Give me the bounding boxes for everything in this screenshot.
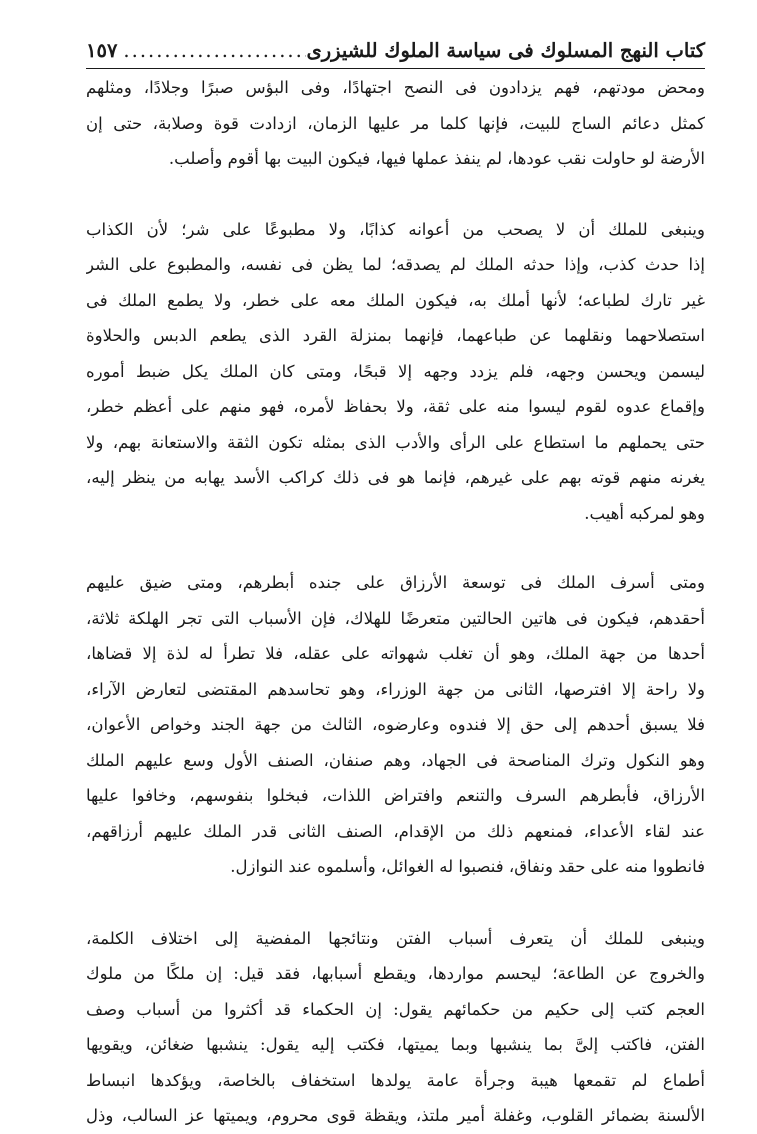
text-line: استصلاحهما ونقلهما عن طباعهما، فإنهما بمنزلة القرد الذى يطعم الدبس والحلاوة	[86, 326, 705, 345]
text-line: أحقدهم، فيكون فى هاتين الحالتين متعرضًا للهلاك، فإن الأسباب التى تجر الهلكة ثلاثة،	[86, 608, 705, 628]
text-line: حتى يحملهم ما استطاع على الرأى والأدب الذى بمثله تكون الثقة والاستعانة بهم، ولا	[86, 432, 705, 452]
page-number: ١٥٧	[86, 38, 118, 62]
text-line: وإقماع عدوه لقوم ليسوا منه على ثقة، ولا بحفاظ لأمره، فهو منهم على أعظم خطر،	[86, 397, 705, 416]
text-line: الفتن، فاكتب إلىَّ بما ينشبها وبما يميتها، فكتب إليه يقول: ينشبها ضغائن، ويقويها	[86, 1035, 705, 1054]
text-line: كمثل دعائم الساج للبيت، فإنها كلما مر عليها الزمان، ازدادت قوة وصلابة، حتى إن	[86, 113, 705, 133]
text-line: وينبغى للملك أن يتعرف أسباب الفتن ونتائجها المفضية إلى اختلاف الكلمة،	[86, 928, 705, 948]
text-line: ولا راحة إلا افترصها، الثانى من جهة الوزراء، وهو تحاسدهم المقتضى لتعارض الآراء،	[86, 679, 705, 699]
text-line: يغرنه منهم قوته بهم على غيرهم، فإنما هو فى ذلك كراكب الأسد يهابه من ينظر إليه،	[86, 468, 705, 487]
text-line: أحدها من جهة الملك، وهو أن تغلب شهواته على عقله، فلا تطرأ له لذة إلا قضاها،	[86, 644, 705, 663]
paragraph-3	[86, 565, 705, 885]
text-line: أطماع لم تقمعها هيبة وجرأة عامة يولدها استخفاف بالخاصة، ويؤكدها انبساط	[86, 1070, 705, 1090]
paragraph-gap	[86, 531, 705, 565]
running-header	[86, 34, 705, 66]
text-line: وهو النكول وترك المناصحة فى الجهاد، وهم صنفان، الصنف الأول وسع عليهم الملك	[86, 750, 705, 770]
text-line: الألسنة بضمائر القلوب، وغفلة أمير ملتذ، ويقظة قوى محروم، ويميتها عز السالب، وذل	[86, 1106, 705, 1125]
paragraph-4	[86, 921, 705, 1134]
text-line: غير تارك لطباعه؛ لأنها أملك به، فيكون الملك معه على خطر، ولا يطمع الملك فى	[86, 290, 705, 310]
text-line: الأرزاق، فأبطرهم السرف والتنعم وافتراض اللذات، فبخلوا بنفوسهم، وخافوا عليها	[86, 786, 705, 805]
text-line: وهو لمركبه أهيب.	[584, 503, 705, 523]
paragraph-1	[86, 70, 705, 177]
text-line: والخروج عن الطاعة؛ ليحسم مواردها، ويقطع أسبابها، فقد قيل: إن ملكًا من ملوك	[86, 964, 705, 983]
text-line: الأرضة لو حاولت نقب عودها، لم ينفذ عملها فيها، فيكون البيت بها أقوم وأصلب.	[168, 149, 705, 168]
header-rule	[86, 68, 705, 69]
paragraph-gap	[86, 885, 705, 921]
text-line: عند لقاء الأعداء، فمنعهم ذلك من الإقدام، الصنف الثانى قدر الملك عليهم أرزاقهم،	[86, 821, 705, 841]
text-line: ليسمن ويحسن وجهه، فلم يزدد وجهه إلا قبحًا، ومتى كان الملك يكل ضبط أموره	[86, 361, 705, 381]
text-line: فلا يسبق أحدهم إلى حق إلا فندوه وعارضوه، الثالث من جهة الجند وخواص الأعوان،	[86, 715, 705, 734]
text-line: وينبغى للملك أن لا يصحب من أعوانه كذابًا، ولا مطبوعًا على شر؛ لأن الكذاب	[86, 219, 705, 239]
paragraph-gap	[86, 177, 705, 212]
book-title: كتاب النهج المسلوك فى سياسة الملوك للشيزرى	[306, 38, 705, 62]
text-line: ومحض مودتهم، فهم يزدادون فى النصح اجتهادًا، وفى البؤس صبرًا وجلادًا، ومثلهم	[86, 78, 705, 97]
leader-dots	[117, 39, 306, 62]
body-text	[86, 70, 705, 1134]
text-line: العجم كتب إلى حكيم من حكمائهم يقول: إن الحكماء قد أكثروا من أسباب وصف	[86, 999, 705, 1019]
text-line: فانطووا منه على حقد ونفاق، فنصبوا له الغوائل، وأسلموه عند النوازل.	[230, 857, 705, 876]
text-line: إذا حدث كذب، وإذا حدثه الملك لم يصدقه؛ لما يظن فى نفسه، والمطبوع على الشر	[86, 255, 705, 274]
text-line: ومتى أسرف الملك فى توسعة الأرزاق على جنده أبطرهم، ومتى ضيق عليهم	[86, 573, 705, 592]
paragraph-2	[86, 212, 705, 532]
